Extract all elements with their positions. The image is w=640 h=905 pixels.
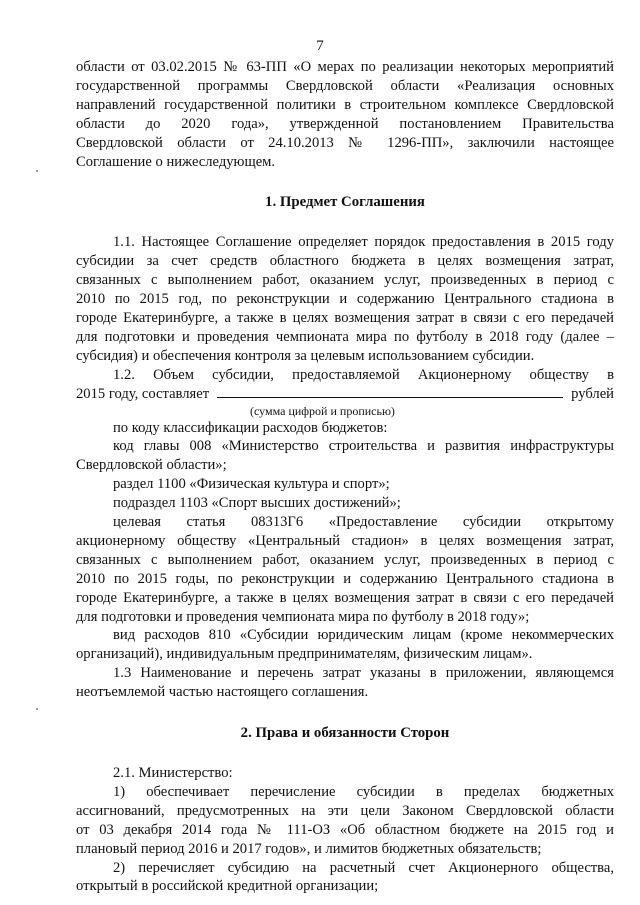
text-line: связанных с выполнением работ, оказанием услуг, произведенных в период с [76,551,614,568]
section-heading-2: 2. Права и обязанности Сторон [240,725,450,742]
text-line: ассигнований, предусмотренных на эти цели Законом Свердловской области [76,802,614,819]
amount-label: 2015 году, составляет [76,385,210,402]
text-line: 1.2. Объем субсидии, предоставляемой Акционерному обществу в [113,366,614,383]
text-line: 2.1. Министерство: [113,765,233,781]
text-line: плановый период 2016 и 2017 годов», и лимитов бюджетных обязательств; [76,840,542,857]
text-line: для подготовки и проведения чемпионата мира по футболу в 2018 году (далее – [76,328,614,345]
amount-blank-field[interactable] [217,385,563,398]
text-line: акционерному обществу «Центральный стадион» в целях возмещения затрат, [76,532,614,549]
document-body [76,58,614,896]
text-line: код главы 008 «Министерство строительства и развития инфраструктуры [113,438,614,455]
text-line: области от 03.02.2015 № 63-ПП «О мерах по реализации некоторых мероприятий [76,59,614,75]
paragraph-2-1 [76,764,614,896]
text-line: от 03 декабря 2014 года № 111-ОЗ «Об областном бюджете на 2015 год и [76,821,614,838]
text-line: 1.3 Наименование и перечень затрат указаны в приложении, являющемся [113,665,614,682]
text-line: Свердловской области от 24.10.2013 № 1296-ПП», заключили настоящее [76,134,614,151]
text-line: связанных с выполнением работ, оказанием услуг, произведенных в период с [76,272,614,289]
page-number: 7 [316,38,324,54]
text-line: по коду классификации расходов бюджетов: [113,419,388,436]
text-line: субсидии за счет средств областного бюджета в целях возмещения затрат, [76,253,614,270]
text-line: области до 2020 года», утвержденной постановлением Правительства [76,115,614,132]
text-line: субсидия) и обеспечения контроля за целевым использованием субсидии. [76,347,535,364]
text-line: для подготовки и проведения чемпионата мира по футболу в 2018 году»; [76,608,530,625]
text-line: 2) перечисляет субсидию на расчетный счет Акционерного общества, [113,859,614,876]
text-line: подраздел 1103 «Спорт высших достижений»; [113,495,401,512]
section-heading-1: 1. Предмет Соглашения [265,194,425,211]
paragraph-1-1 [76,233,614,365]
text-line: направлений государственной политики в строительном комплексе Свердловской [76,96,614,113]
scan-mark [36,170,38,172]
text-line: 1) обеспечивает перечисление субсидии в пределах бюджетных [113,783,614,800]
amount-line [76,385,614,404]
amount-caption: (сумма цифрой и прописью) [250,403,395,418]
scan-mark [36,708,38,710]
text-line: раздел 1100 «Физическая культура и спорт»; [113,476,390,493]
text-line: организаций), индивидуальным предпринимателям, физическим лицам». [76,646,533,663]
text-line: городе Екатеринбурге, а также в целях возмещения затрат в связи с его передачей [76,589,614,606]
text-line: городе Екатеринбурге, а также в целях возмещения затрат в связи с его передачей [76,309,614,326]
text-line: вид расходов 810 «Субсидии юридическим лицам (кроме некоммерческих [113,627,614,644]
text-line: неотъемлемой частью настоящего соглашения. [76,684,369,701]
text-line: государственной программы Свердловской области «Реализация основных [76,77,614,94]
amount-unit: рублей [571,385,614,402]
paragraph-1-3 [76,664,614,702]
text-line: 1.1. Настоящее Соглашение определяет порядок предоставления в 2015 году [113,234,614,251]
paragraph-1-2 [76,366,614,665]
text-line: целевая статья 08313Г6 «Предоставление субсидии открытому [113,514,614,531]
text-line: Соглашение о нижеследующем. [76,153,276,170]
text-line: 2010 по 2015 год, по реконструкции и содержанию Центрального стадиона в [76,291,614,308]
text-line: 2010 по 2015 годы, по реконструкции и содержанию Центрального стадиона в [76,570,614,587]
intro-paragraph [76,58,614,171]
text-line: открытый в российской кредитной организации; [76,878,379,895]
text-line: Свердловской области»; [76,457,227,474]
